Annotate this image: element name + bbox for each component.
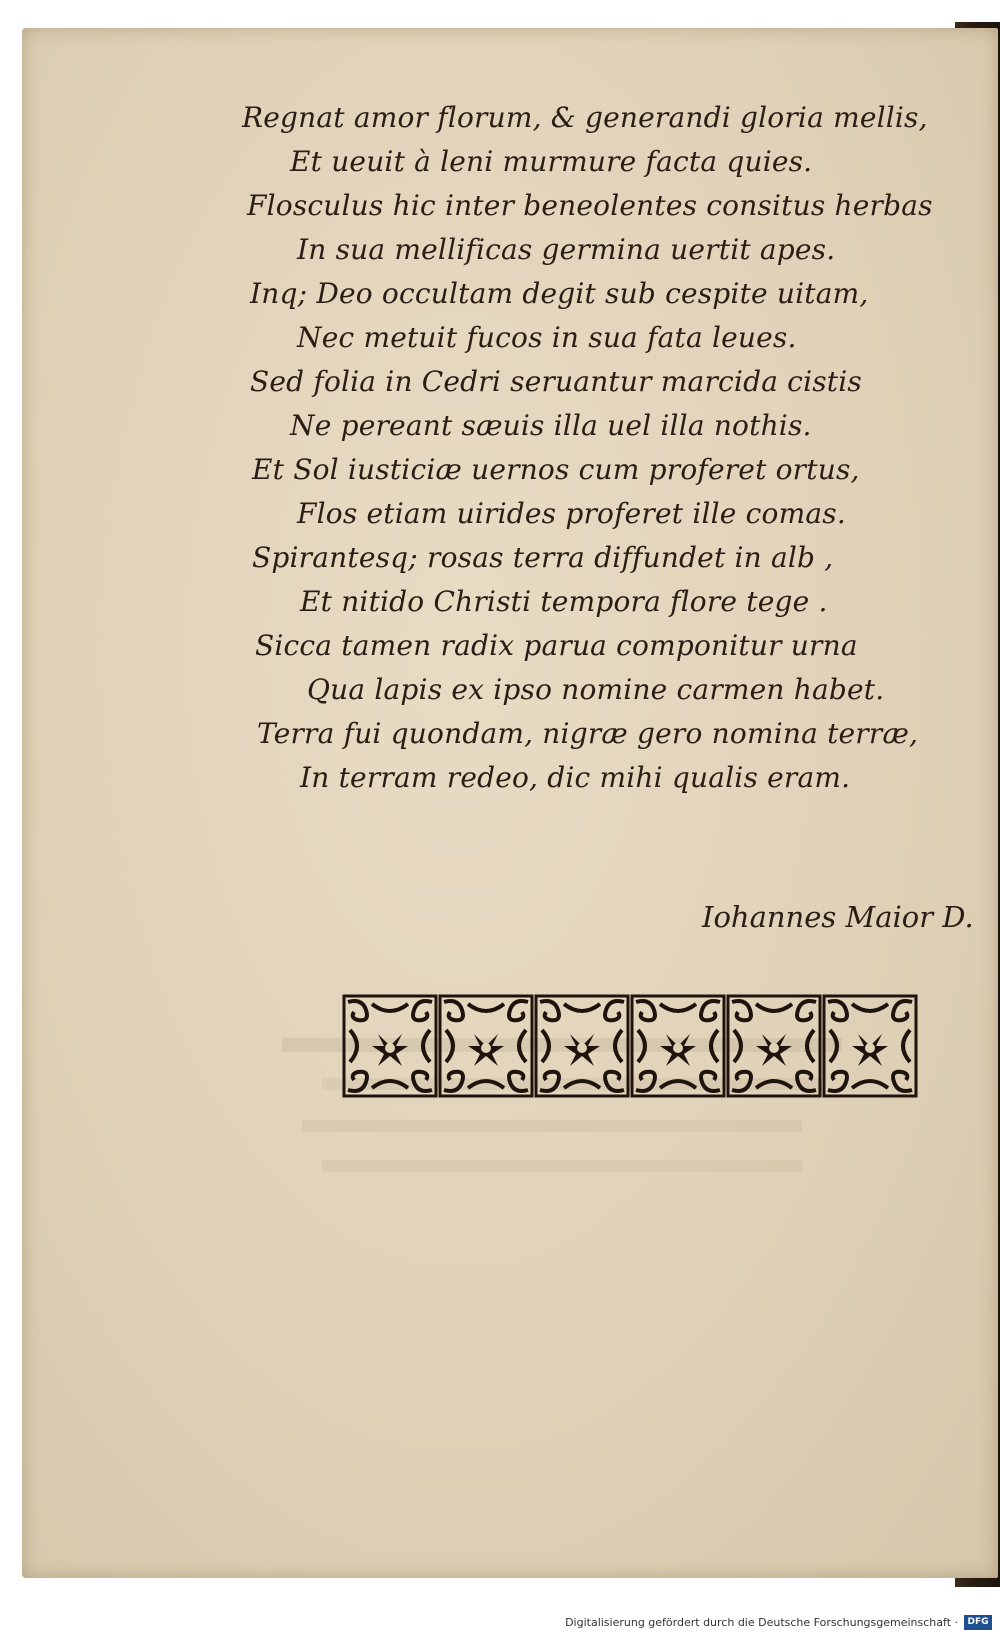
poem-line: Sed folia in Cedri seruantur marcida cistis <box>250 365 862 398</box>
poem-line: Inq; Deo occultam degit sub cespite uitam, <box>250 277 869 310</box>
poem-line: Regnat amor florum, & generandi gloria mellis, <box>242 101 928 134</box>
dfg-logo: DFG <box>964 1615 992 1630</box>
funding-notice: Digitalisierung gefördert durch die Deutsche Forschungsgemeinschaft · <box>565 1616 958 1629</box>
poem-line: In sua mellificas germina uertit apes. <box>297 233 836 266</box>
show-through-line <box>302 1120 802 1132</box>
poem-line: Et Sol iusticiæ uernos cum proferet ortus, <box>252 453 860 486</box>
show-through-line <box>322 1160 802 1172</box>
book-page <box>22 28 998 1578</box>
digitization-footer <box>0 1588 1000 1640</box>
poem-line: Spirantesq; rosas terra diffundet in alb , <box>252 541 834 574</box>
decorative-ornament-band <box>342 994 922 1098</box>
poem-line: Nec metuit fucos in sua fata leues. <box>297 321 797 354</box>
poem-line: Flosculus hic inter beneolentes consitus herbas <box>247 189 933 222</box>
poem-line: Et nitido Christi tempora flore tege . <box>300 585 828 618</box>
poem-line: Et ueuit à leni murmure facta quies. <box>290 145 813 178</box>
poem-line: Flos etiam uirides proferet ille comas. <box>297 497 846 530</box>
poem-line: Qua lapis ex ipso nomine carmen habet. <box>307 673 885 706</box>
poem-line: Terra fui quondam, nigræ gero nomina terræ, <box>257 717 919 750</box>
poem-line: Ne pereant sæuis illa uel illa nothis. <box>290 409 812 442</box>
author-signature: Iohannes Maior D. <box>702 900 974 934</box>
poem-line: Sicca tamen radix parua componitur urna <box>255 629 858 662</box>
poem-line: In terram redeo, dic mihi qualis eram. <box>300 761 851 794</box>
